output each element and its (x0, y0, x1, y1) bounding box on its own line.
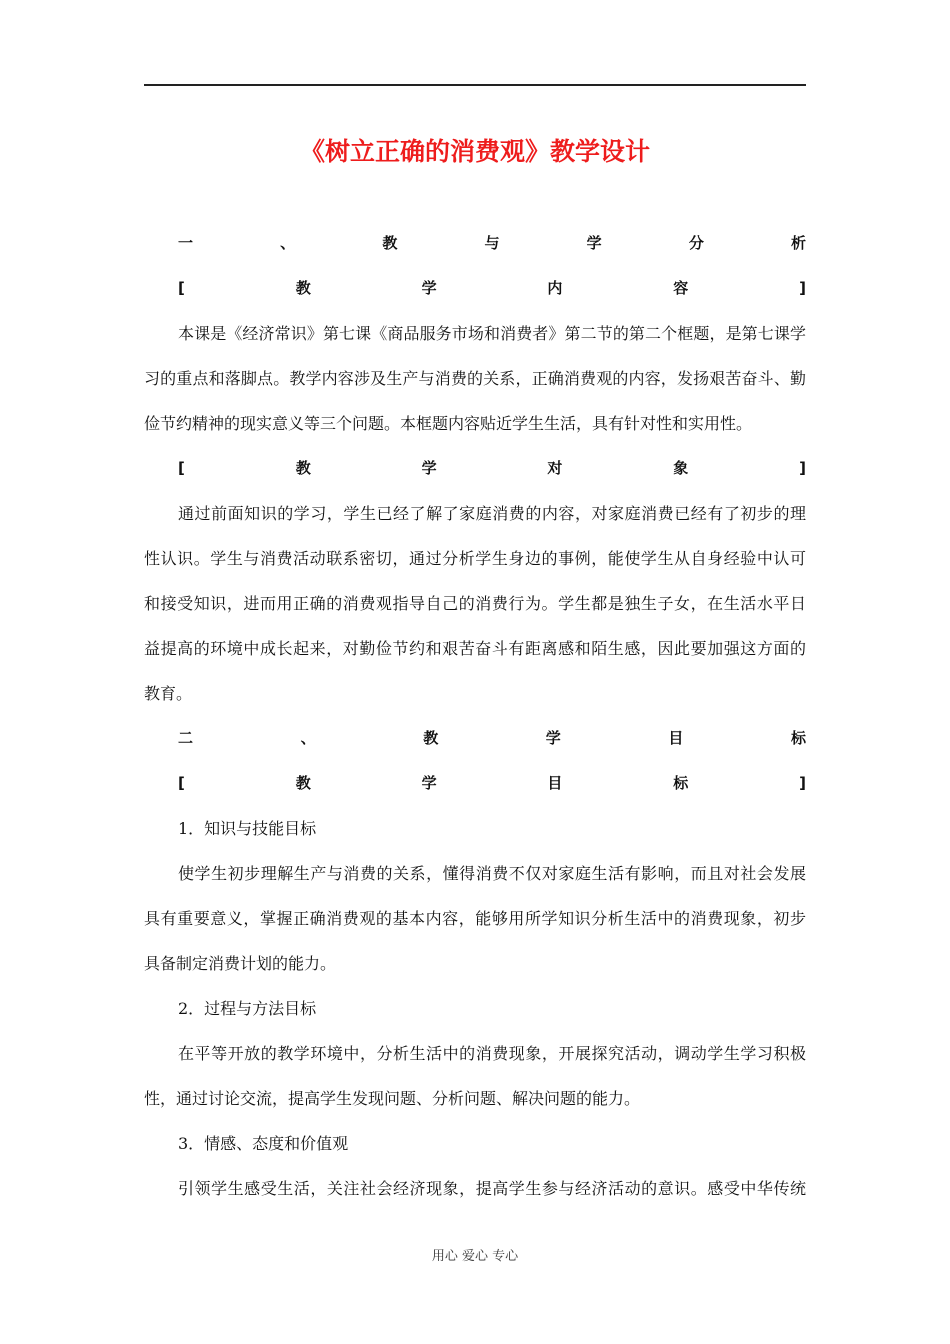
paragraph-line: 俭节约精神的现实意义等三个问题。本框题内容贴近学生生活，具有针对性和实用性。 (144, 414, 753, 433)
section-heading-goals: 二、教学目标 (178, 729, 806, 747)
subheading-teaching-content: [教学内容] (178, 279, 806, 297)
paragraph-line: 引领学生感受生活，关注社会经济现象，提高学生参与经济活动的意识。感受中华传统 (178, 1179, 806, 1198)
goal-title-process: 2．过程与方法目标 (178, 999, 317, 1018)
document-body (144, 221, 806, 1211)
paragraph-line: 和接受知识，进而用正确的消费观指导自己的消费行为。学生都是独生子女，在生活水平日 (144, 594, 806, 613)
paragraph-line: 具备制定消费计划的能力。 (144, 954, 337, 973)
header-rule (144, 84, 806, 86)
paragraph-line: 教育。 (144, 684, 193, 703)
document-title: 《树立正确的消费观》教学设计 (299, 137, 650, 166)
paragraph-line: 通过前面知识的学习，学生已经了解了家庭消费的内容，对家庭消费已经有了初步的理 (178, 504, 806, 523)
section-heading-analysis: 一、教与学分析 (178, 234, 806, 252)
paragraph-line: 习的重点和落脚点。教学内容涉及生产与消费的关系，正确消费观的内容，发扬艰苦奋斗、勤 (144, 369, 806, 388)
paragraph-line: 性认识。学生与消费活动联系密切，通过分析学生身边的事例，能使学生从自身经验中认可 (144, 549, 806, 568)
paragraph-line: 具有重要意义，掌握正确消费观的基本内容，能够用所学知识分析生活中的消费现象，初步 (144, 909, 806, 928)
paragraph-line: 在平等开放的教学环境中，分析生活中的消费现象，开展探究活动，调动学生学习积极 (178, 1044, 806, 1063)
goal-title-emotion: 3．情感、态度和价值观 (178, 1134, 349, 1153)
paragraph-line: 性，通过讨论交流，提高学生发现问题、分析问题、解决问题的能力。 (144, 1089, 641, 1108)
page-footer: 用心 爱心 专心 (431, 1249, 519, 1264)
subheading-teaching-audience: [教学对象] (178, 459, 806, 477)
paragraph-line: 使学生初步理解生产与消费的关系，懂得消费不仅对家庭生活有影响，而且对社会发展 (178, 864, 806, 883)
paragraph-line: 本课是《经济常识》第七课《商品服务市场和消费者》第二节的第二个框题，是第七课学 (178, 324, 806, 343)
subheading-teaching-goals: [教学目标] (178, 774, 806, 792)
goal-title-knowledge: 1．知识与技能目标 (178, 819, 317, 838)
paragraph-line: 益提高的环境中成长起来，对勤俭节约和艰苦奋斗有距离感和陌生感，因此要加强这方面的 (144, 639, 806, 658)
